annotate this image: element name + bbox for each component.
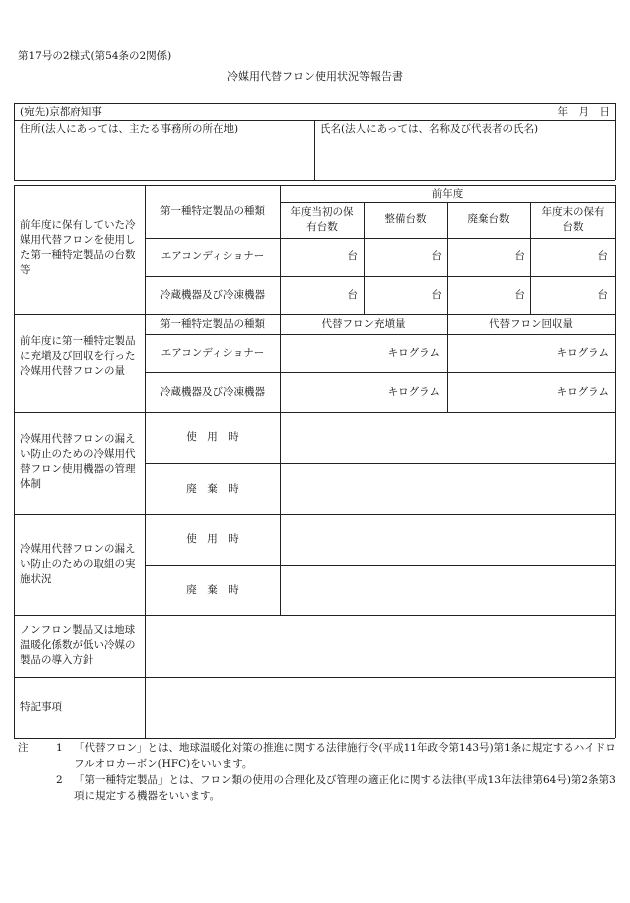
name-field-label[interactable]: 氏名(法人にあっては、名称及び代表者の氏名) xyxy=(320,123,539,135)
section5-label: ノンフロン製品又は地球温暖化係数が低い冷媒の製品の導入方針 xyxy=(20,624,136,666)
row-fridge-label: 冷蔵機器及び冷凍機器 xyxy=(160,289,265,301)
footnote-prefix: 注 xyxy=(18,742,29,754)
management-disposal-label: 廃 棄 時 xyxy=(186,483,239,495)
footnote-number: 2 xyxy=(56,774,63,786)
efforts-use-label: 使 用 時 xyxy=(186,533,239,545)
footnote-text: 「代替フロン」とは、地球温暖化対策の推進に関する法律施行令(平成11年政令第143号)第1条に規定するハイドロフルオロカーボン(HFC)をいいます。 xyxy=(74,742,616,770)
col-header-start: 年度当初の保有台数 xyxy=(290,206,354,233)
footnote-1 xyxy=(18,740,618,772)
aircon-maintained-unit[interactable]: 台 xyxy=(431,250,442,262)
recover-amount-header: 代替フロン回収量 xyxy=(489,318,573,330)
management-disposal-field[interactable] xyxy=(281,464,614,513)
fridge-end-unit[interactable]: 台 xyxy=(597,289,608,301)
col-header-maintained: 整備台数 xyxy=(384,213,427,225)
special-notes-field[interactable] xyxy=(146,678,614,737)
col-header-end: 年度末の保有台数 xyxy=(541,206,605,233)
addressee-label: (宛先)京都府知事 xyxy=(20,106,102,118)
fridge-disposed-unit[interactable]: 台 xyxy=(514,289,525,301)
efforts-disposal-field[interactable] xyxy=(281,566,614,614)
aircon-disposed-unit[interactable]: 台 xyxy=(514,250,525,262)
product-type-header: 第一種特定製品の種類 xyxy=(160,205,265,217)
form-id: 第17号の2様式(第54条の2関係) xyxy=(18,50,172,62)
section6-label: 特記事項 xyxy=(20,701,62,713)
aircon-start-unit[interactable]: 台 xyxy=(347,250,358,262)
management-use-label: 使 用 時 xyxy=(186,431,239,443)
date-field[interactable]: 年 月 日 xyxy=(557,106,610,118)
fridge-fill-unit[interactable]: キログラム xyxy=(387,386,440,398)
fill-amount-header: 代替フロン充塡量 xyxy=(321,318,406,330)
section3-label: 冷媒用代替フロンの漏えい防止のための冷媒用代替フロン使用機器の管理体制 xyxy=(20,433,136,490)
management-use-field[interactable] xyxy=(281,413,614,462)
efforts-disposal-label: 廃 棄 時 xyxy=(186,584,239,596)
fridge-recover-unit[interactable]: キログラム xyxy=(556,386,609,398)
row-aircon-label: エアコンディショナー xyxy=(160,250,265,262)
row2-aircon-label: エアコンディショナー xyxy=(160,347,265,359)
aircon-end-unit[interactable]: 台 xyxy=(597,250,608,262)
fridge-maintained-unit[interactable]: 台 xyxy=(431,289,442,301)
section4-label: 冷媒用代替フロンの漏えい防止のための取組の実施状況 xyxy=(20,543,136,585)
row2-fridge-label: 冷蔵機器及び冷凍機器 xyxy=(160,386,265,398)
section1-label: 前年度に保有していた冷媒用代替フロンを使用した第一種特定製品の台数等 xyxy=(20,219,136,276)
footnote-2 xyxy=(18,772,618,804)
prev-year-header: 前年度 xyxy=(431,188,464,200)
page-title: 冷媒用代替フロン使用状況等報告書 xyxy=(227,70,403,83)
footnotes xyxy=(18,740,618,804)
product-type-header-2: 第一種特定製品の種類 xyxy=(160,318,265,330)
col-header-disposed: 廃棄台数 xyxy=(467,213,510,225)
footnote-text: 「第一種特定製品」とは、フロン類の使用の合理化及び管理の適正化に関する法律(平成13年法律第64号)第2条第3項に規定する機器をいいます。 xyxy=(74,774,616,802)
aircon-recover-unit[interactable]: キログラム xyxy=(556,347,609,359)
fridge-start-unit[interactable]: 台 xyxy=(347,289,358,301)
section2-label: 前年度に第一種特定製品に充塡及び回収を行った冷媒用代替フロンの量 xyxy=(20,335,136,377)
aircon-fill-unit[interactable]: キログラム xyxy=(387,347,440,359)
address-field-label[interactable]: 住所(法人にあっては、主たる事務所の所在地) xyxy=(20,123,239,135)
efforts-use-field[interactable] xyxy=(281,515,614,564)
footnote-number: 1 xyxy=(56,742,63,754)
policy-field[interactable] xyxy=(146,616,614,676)
